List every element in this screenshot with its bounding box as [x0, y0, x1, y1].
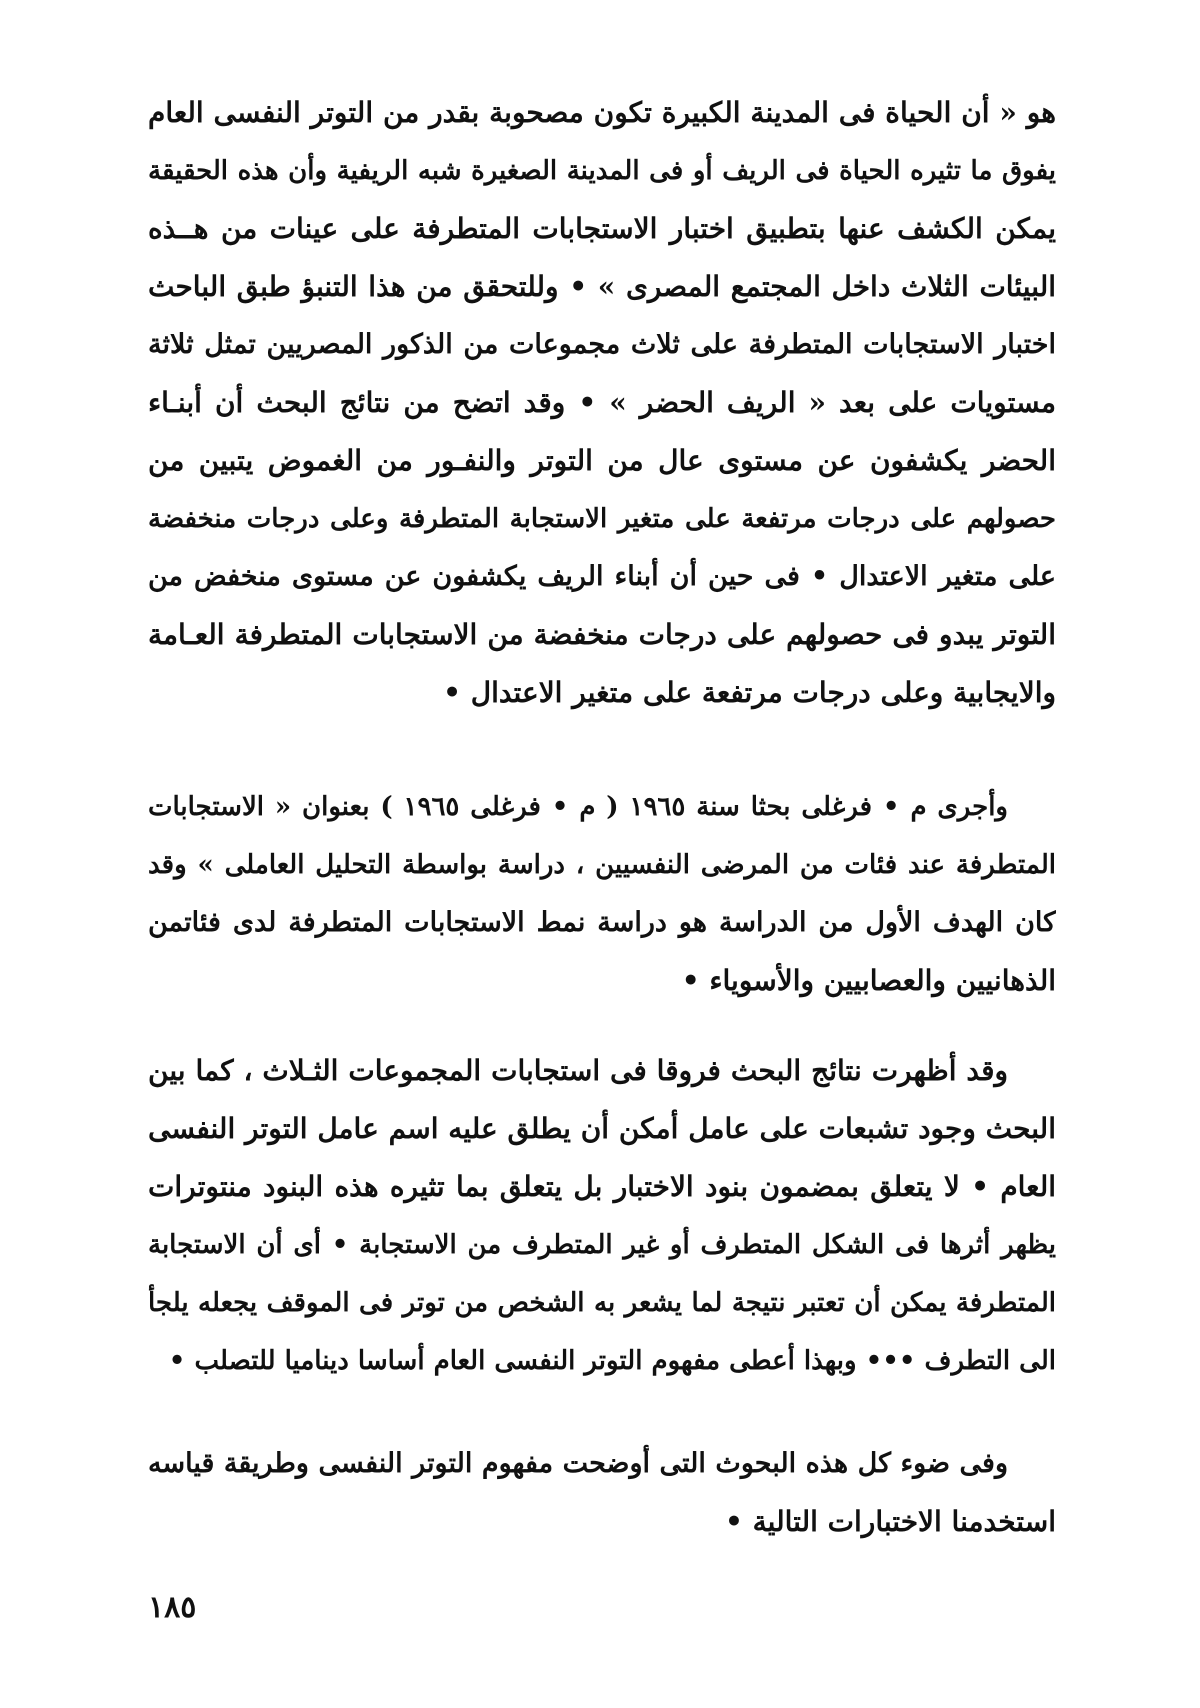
text-line: المتطرفة عند فئات من المرضى النفسيين ، دراسة بواسطة التحليل العاملى » وقد — [148, 850, 1056, 880]
text-line: الى التطرف ••• وبهذا أعطى مفهوم التوتر النفسى العام أساسا ديناميا للتصلب • — [168, 1346, 1056, 1376]
text-line: وقد أظهرت نتائج البحث فروقا فى استجابات المجموعات الثـلاث ، كما بين — [148, 1054, 1008, 1087]
text-line: الذهانيين والعصابيين والأسوياء • — [681, 964, 1056, 997]
paragraph-1 — [148, 84, 1056, 722]
text-line: المتطرفة يمكن أن تعتبر نتيجة لما يشعر به الشخص من توتر فى الموقف يجعله يلجأ — [148, 1288, 1056, 1318]
text-line: وفى ضوء كل هذه البحوث التى أوضحت مفهوم التوتر النفسى وطريقة قياسه — [148, 1448, 1008, 1479]
text-line: يمكن الكشف عنها بتطبيق اختبار الاستجابات المتطرفة على عينات من هــذه — [148, 212, 1056, 245]
text-line: التوتر يبدو فى حصولهم على درجات منخفضة من الاستجابات المتطرفة العـامة — [148, 618, 1056, 651]
text-line: البحث وجود تشبعات على عامل أمكن أن يطلق عليه اسم عامل التوتر النفسى — [148, 1112, 1056, 1145]
text-line: هو « أن الحياة فى المدينة الكبيرة تكون مصحوبة بقدر من التوتر النفسى العام — [148, 96, 1056, 129]
paragraph-3 — [148, 1042, 1056, 1390]
text-line: حصولهم على درجات مرتفعة على متغير الاستجابة المتطرفة وعلى درجات منخفضة — [148, 504, 1056, 534]
text-line: اختبار الاستجابات المتطرفة على ثلاث مجموعات من الذكور المصريين تمثل ثلاثة — [148, 329, 1056, 360]
text-line: وأجرى م • فرغلى بحثا سنة ١٩٦٥ ( م • فرغلى ١٩٦٥ ) بعنوان « الاستجابات — [148, 792, 1008, 822]
text-line: العام • لا يتعلق بمضمون بنود الاختبار بل يتعلق بما تثيره هذه البنود منتوترات — [148, 1170, 1056, 1203]
paragraph-2 — [148, 778, 1056, 1010]
paragraph-4 — [148, 1435, 1056, 1551]
text-line: الحضر يكشفون عن مستوى عال من التوتر والنفـور من الغموض يتبين من — [148, 444, 1056, 477]
text-line: يظهر أثرها فى الشكل المتطرف أو غير المتطرف من الاستجابة • أى أن الاستجابة — [148, 1230, 1056, 1260]
text-line: البيئات الثلاث داخل المجتمع المصرى » • وللتحقق من هذا التنبؤ طبق الباحث — [148, 270, 1056, 303]
text-line: على متغير الاعتدال • فى حين أن أبناء الريف يكشفون عن مستوى منخفض من — [148, 561, 1056, 592]
page-number: ١٨٥ — [148, 1590, 197, 1625]
text-line: استخدمنا الاختبارات التالية • — [724, 1505, 1056, 1538]
text-line: يفوق ما تثيره الحياة فى الريف أو فى المدينة الصغيرة شبه الريفية وأن هذه الحقيقة — [148, 156, 1056, 186]
text-line: مستويات على بعد « الريف الحضر » • وقد اتضح من نتائج البحث أن أبنـاء — [148, 386, 1056, 419]
text-line: كان الهدف الأول من الدراسة هو دراسة نمط الاستجابات المتطرفة لدى فئاتمن — [148, 907, 1056, 938]
text-line: والايجابية وعلى درجات مرتفعة على متغير الاعتدال • — [443, 676, 1056, 709]
